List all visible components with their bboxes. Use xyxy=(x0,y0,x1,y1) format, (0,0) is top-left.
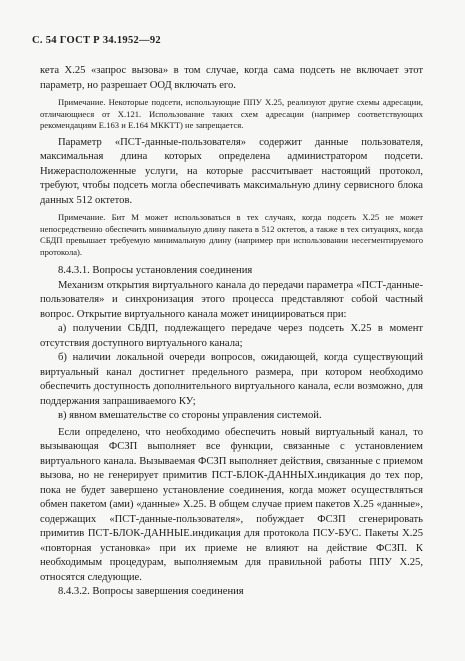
section-heading-8431: 8.4.3.1. Вопросы установления соединения xyxy=(58,265,253,276)
list-item-a: а) получении СБДП, подлежащего передаче через подсеть X.25 в момент отсутствия доступного виртуального канала; xyxy=(40,323,423,349)
paragraph-continuation: кета X.25 «запрос вызова» в том случае, когда сама подсеть не включает этот параметр, но разрешает ООД включать его. xyxy=(40,65,423,91)
note-m-bit: Примечание. Бит М может использоваться в тех случаях, когда подсеть X.25 не может непосредственно обеспечить минимальную длину пакета в 512 октетов, а также в тех ситуациях, когда СБДП превышает требуемую минимальную длину (например при использовании несегментируемого протокола). xyxy=(40,212,423,257)
paragraph-mechanism: Механизм открытия виртуального канала до передачи параметра «ПСТ-данные-пользователя» и синхронизация этого процесса представляют собой частный вопрос. Открытие виртуального канала может инициироваться при: xyxy=(40,279,423,320)
paragraph-user-data: Параметр «ПСТ-данные-пользователя» содержит данные пользователя, максимальная длина которых определена администратором подсети. Нижерасположенные услуги, на которые рассчитывает настоящий протокол, требуют, чтобы подсеть могла обеспечивать максимальную длину сервисного блока данных 512 октетов. xyxy=(40,136,423,206)
page-header: С. 54 ГОСТ Р 34.1952—92 xyxy=(32,35,161,46)
section-heading-8432: 8.4.3.2. Вопросы завершения соединения xyxy=(58,586,244,597)
list-item-b: б) наличии локальной очереди вопросов, ожидающей, когда существующий виртуальный канал достигнет предельного размера, при котором необходимо обеспечить доступность дополнительного виртуального канала, если возможно, для поддержания запрашиваемого КУ; xyxy=(40,352,423,407)
list-item-v: в) явном вмешательстве со стороны управления системой. xyxy=(58,410,322,421)
note-addressing: Примечание. Некоторые подсети, использующие ППУ X.25, реализуют другие схемы адресации, отличающиеся от X.121. Использование таких схем адресации (например соответствующих рекомендациям Е.163 и Е.164 МККТТ) не запрещается. xyxy=(40,97,423,130)
paragraph-new-channel: Если определено, что необходимо обеспечить новый виртуальный канал, то вызывающая ФСЗП выполняет все функции, связанные с установлением виртуального канала. Вызываемая ФСЗП выполняет действия, связанные с приемом вызова, но не генерирует примитив ПСТ-БЛОК-ДАННЫХ.индикация до тех пор, пока не будет завершено установление соединения, когда может осуществляться обмен пакетом (ами) «данные» X.25. В общем случае прием пакетов X.25 «данные», содержащих «ПСТ-данные-пользователя», побуждает ФСЗП сгенерировать примитив ПСТ-БЛОК-ДАННЫЕ.индикация для протокола ПСУ-БУС. Пакеты X.25 «повторная установка» при их приеме не влияют на действие ФСЗП. К необходимым процедурам, выполняемым для правильной работы ППУ X.25, относятся следующие. xyxy=(40,426,423,583)
page-content xyxy=(40,64,423,600)
